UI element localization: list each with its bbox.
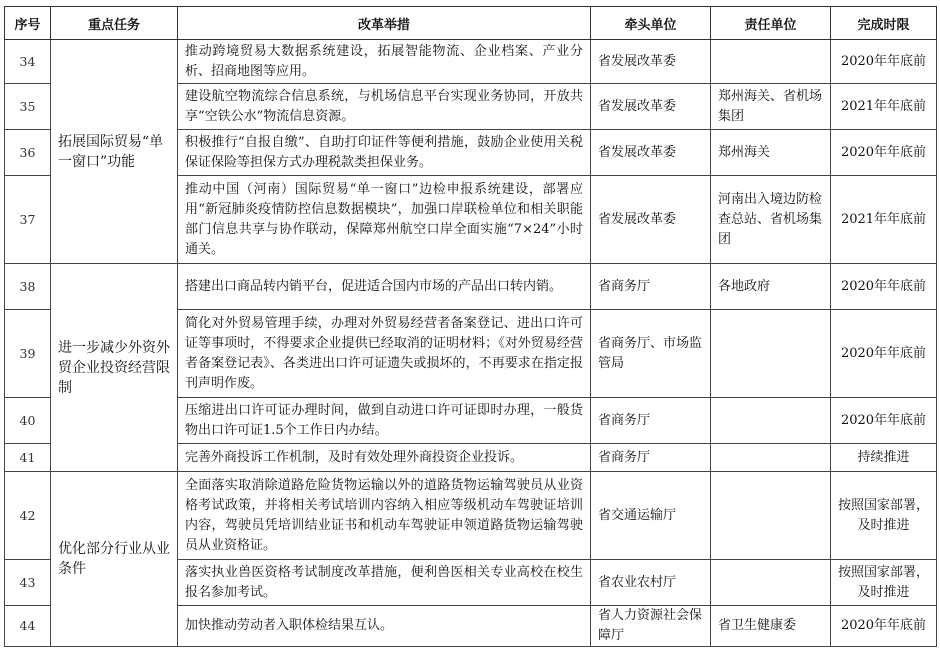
responsible-unit-cell <box>711 40 831 84</box>
measure-cell: 加快推动劳动者入职体检结果互认。 <box>178 606 591 647</box>
row-number: 36 <box>5 130 51 176</box>
task-cell: 进一步减少外资外贸企业投资经营限制 <box>51 264 178 472</box>
header-measure: 改革举措 <box>178 7 591 40</box>
deadline-cell: 持续推进 <box>831 444 937 472</box>
deadline-cell: 2021年年底前 <box>831 176 937 264</box>
row-number: 44 <box>5 606 51 647</box>
lead-unit-cell: 省发展改革委 <box>591 84 711 130</box>
table-row <box>5 264 937 310</box>
row-number: 39 <box>5 310 51 398</box>
lead-unit-cell: 省商务厅 <box>591 264 711 310</box>
responsible-unit-cell: 河南出入境边防检查总站、省机场集团 <box>711 176 831 264</box>
row-number: 40 <box>5 398 51 444</box>
table-header-row <box>5 7 937 40</box>
lead-unit-cell: 省商务厅 <box>591 444 711 472</box>
responsible-unit-cell <box>711 310 831 398</box>
lead-unit-cell: 省交通运输厅 <box>591 472 711 560</box>
measure-cell: 全面落实取消除道路危险货物运输以外的道路货物运输驾驶员从业资格考试政策，并将相关考试培训内容纳入相应等级机动车驾驶证培训内容，驾驶员凭培训结业证书和机动车驾驶证申领道路货物运输驾驶员从业资格证。 <box>178 472 591 560</box>
measure-cell: 建设航空物流综合信息系统，与机场信息平台实现业务协同，开放共享“空铁公水”物流信息资源。 <box>178 84 591 130</box>
row-number: 43 <box>5 560 51 606</box>
task-cell: 优化部分行业从业条件 <box>51 472 178 647</box>
deadline-cell: 按照国家部署，及时推进 <box>831 472 937 560</box>
measure-cell: 简化对外贸易管理手续，办理对外贸易经营者备案登记、进出口许可证等事项时，不得要求企业提供已经取消的证明材料；《对外贸易经营者备案登记表》、各类进出口许可证遗失或损坏的，不再要求在指定报刊声明作废。 <box>178 310 591 398</box>
header-task: 重点任务 <box>51 7 178 40</box>
row-number: 37 <box>5 176 51 264</box>
lead-unit-cell: 省人力资源社会保障厅 <box>591 606 711 647</box>
responsible-unit-cell: 省卫生健康委 <box>711 606 831 647</box>
measure-cell: 积极推行“自报自缴”、自助打印证件等便利措施，鼓励企业使用关税保证保险等担保方式办理税款类担保业务。 <box>178 130 591 176</box>
responsible-unit-cell <box>711 472 831 560</box>
responsible-unit-cell <box>711 560 831 606</box>
table-row <box>5 40 937 84</box>
header-deadline: 完成时限 <box>831 7 937 40</box>
deadline-cell: 2020年年底前 <box>831 398 937 444</box>
header-seq: 序号 <box>5 7 51 40</box>
lead-unit-cell: 省发展改革委 <box>591 40 711 84</box>
deadline-cell: 2020年年底前 <box>831 264 937 310</box>
deadline-cell: 按照国家部署，及时推进 <box>831 560 937 606</box>
lead-unit-cell: 省商务厅 <box>591 398 711 444</box>
reform-measures-table <box>4 6 937 647</box>
measure-cell: 压缩进出口许可证办理时间，做到自动进口许可证即时办理，一般货物出口许可证1.5个工作日内办结。 <box>178 398 591 444</box>
responsible-unit-cell: 郑州海关 <box>711 130 831 176</box>
deadline-cell: 2020年年底前 <box>831 40 937 84</box>
responsible-unit-cell: 各地政府 <box>711 264 831 310</box>
row-number: 38 <box>5 264 51 310</box>
deadline-cell: 2021年年底前 <box>831 84 937 130</box>
lead-unit-cell: 省发展改革委 <box>591 130 711 176</box>
row-number: 41 <box>5 444 51 472</box>
responsible-unit-cell: 郑州海关、省机场集团 <box>711 84 831 130</box>
row-number: 34 <box>5 40 51 84</box>
deadline-cell: 2020年年底前 <box>831 310 937 398</box>
lead-unit-cell: 省发展改革委 <box>591 176 711 264</box>
measure-cell: 落实执业兽医资格考试制度改革措施，便利兽医相关专业高校在校生报名参加考试。 <box>178 560 591 606</box>
measure-cell: 推动跨境贸易大数据系统建设，拓展智能物流、企业档案、产业分析、招商地图等应用。 <box>178 40 591 84</box>
measure-cell: 完善外商投诉工作机制，及时有效处理外商投资企业投诉。 <box>178 444 591 472</box>
deadline-cell: 2020年年底前 <box>831 130 937 176</box>
measure-cell: 搭建出口商品转内销平台，促进适合国内市场的产品出口转内销。 <box>178 264 591 310</box>
measure-cell: 推动中国（河南）国际贸易“单一窗口”边检申报系统建设，部署应用“新冠肺炎疫情防控信息数据模块”，加强口岸联检单位和相关职能部门信息共享与协作联动，保障郑州航空口岸全面实施“7×24”小时通关。 <box>178 176 591 264</box>
table-row <box>5 472 937 560</box>
header-lead-unit: 牵头单位 <box>591 7 711 40</box>
row-number: 35 <box>5 84 51 130</box>
task-cell: 拓展国际贸易“单一窗口”功能 <box>51 40 178 264</box>
responsible-unit-cell <box>711 444 831 472</box>
lead-unit-cell: 省农业农村厅 <box>591 560 711 606</box>
header-responsible-unit: 责任单位 <box>711 7 831 40</box>
deadline-cell: 2020年年底前 <box>831 606 937 647</box>
lead-unit-cell: 省商务厅、市场监管局 <box>591 310 711 398</box>
responsible-unit-cell <box>711 398 831 444</box>
row-number: 42 <box>5 472 51 560</box>
